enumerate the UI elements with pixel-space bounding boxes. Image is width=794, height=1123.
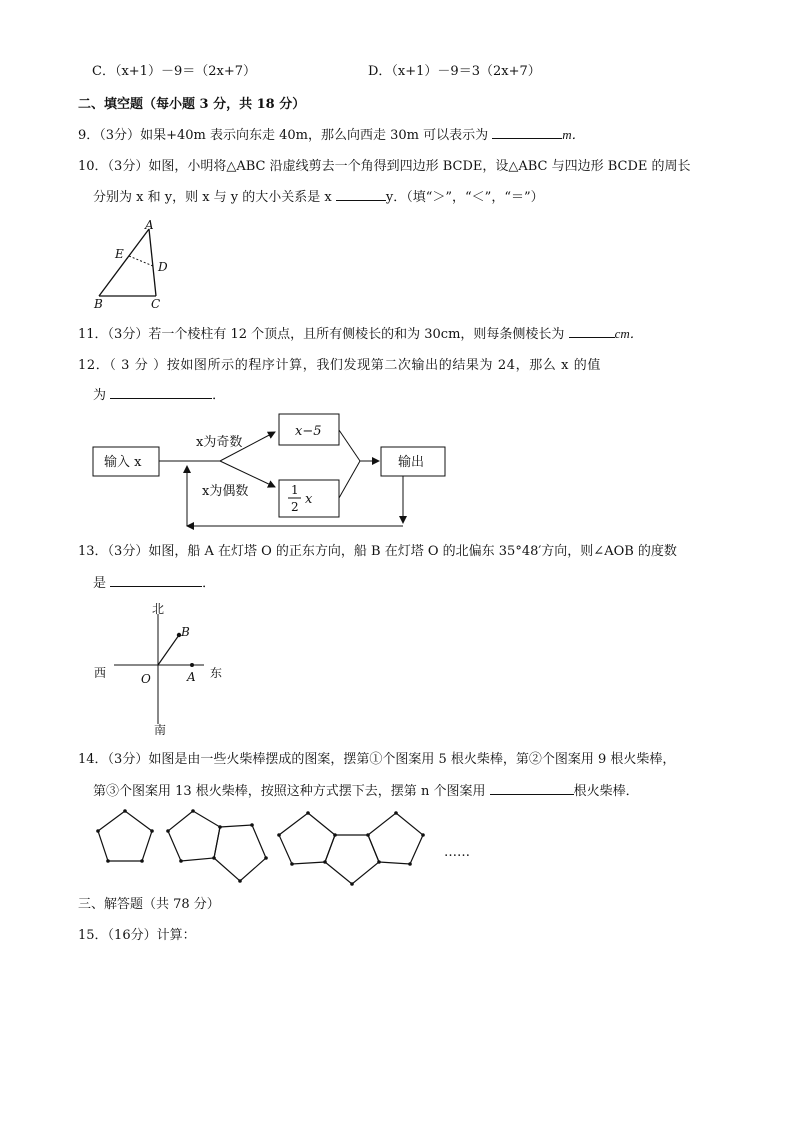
south-label: 南 bbox=[154, 723, 167, 737]
question-12-line2 bbox=[93, 386, 225, 405]
q15-score: （16分） bbox=[107, 928, 157, 943]
q9-unit: m． bbox=[562, 127, 585, 142]
label-e: E bbox=[115, 247, 124, 261]
q13-text-line2: 是 bbox=[93, 576, 107, 591]
half-numerator: 1 bbox=[291, 483, 299, 497]
q14-text-line2a: 第③个图案用 13 根火柴棒，按照这种方式摆下去，摆第 n 个图案用 bbox=[93, 784, 486, 799]
q10-answer-blank[interactable] bbox=[336, 188, 386, 201]
question-9 bbox=[78, 126, 585, 145]
q11-number: 11． bbox=[78, 327, 108, 342]
pentagon-pattern-2b bbox=[214, 825, 266, 881]
q11-score: （3分） bbox=[107, 327, 149, 342]
q9-answer-blank[interactable] bbox=[492, 126, 562, 139]
half-variable: x bbox=[305, 492, 313, 507]
origin-o-label: O bbox=[141, 672, 151, 686]
point-b-label: B bbox=[181, 625, 190, 639]
q12-tail: ． bbox=[212, 388, 226, 403]
north-label: 北 bbox=[152, 602, 165, 616]
q14-score: （3分） bbox=[107, 752, 149, 767]
q13-score: （3分） bbox=[107, 544, 149, 559]
compass-figure bbox=[90, 600, 240, 735]
q14-number: 14． bbox=[78, 752, 108, 767]
east-label: 东 bbox=[210, 666, 223, 680]
output-label: 输出 bbox=[398, 455, 425, 470]
odd-branch-label: x为奇数 bbox=[196, 435, 243, 450]
section-2-heading: 二、填空题（每小题 3 分，共 18 分） bbox=[78, 97, 306, 112]
q12-answer-blank[interactable] bbox=[110, 386, 212, 399]
question-12-line1 bbox=[78, 357, 601, 375]
q10-text-line2b: y．（填“＞”，“＜”，“＝”） bbox=[385, 190, 544, 205]
label-a: A bbox=[145, 218, 154, 232]
label-c: C bbox=[151, 297, 161, 311]
matchstick-patterns bbox=[90, 806, 490, 886]
pentagon-pattern-3c bbox=[368, 813, 423, 864]
q13-answer-blank[interactable] bbox=[110, 574, 202, 587]
question-14-line1 bbox=[78, 751, 675, 769]
pentagon-pattern-2a bbox=[168, 811, 220, 861]
q13-tail: ． bbox=[202, 576, 216, 591]
q11-text: 若一个棱柱有 12 个顶点，且所有侧棱长的和为 30cm，则每条侧棱长为 bbox=[148, 327, 565, 342]
pattern-ellipsis: …… bbox=[444, 845, 470, 860]
q12-text-line1: 按如图所示的程序计算，我们发现第二次输出的结果为 24，那么 x 的值 bbox=[166, 358, 601, 373]
q11-unit: cm． bbox=[614, 326, 643, 341]
question-13-line1 bbox=[78, 543, 677, 561]
question-15 bbox=[78, 927, 196, 945]
question-14-line2 bbox=[93, 782, 639, 801]
program-flowchart bbox=[92, 410, 452, 535]
q15-text: 计算： bbox=[156, 928, 196, 943]
q10-text-line2a: 分别为 x 和 y，则 x 与 y 的大小关系是 x bbox=[93, 190, 332, 205]
q9-number: 9． bbox=[78, 128, 100, 143]
q9-text: 如果+40m 表示向东走 40m，那么向西走 30m 可以表示为 bbox=[140, 128, 489, 143]
pentagon-pattern-1 bbox=[98, 811, 152, 861]
q14-text-line1: 如图是由一些火柴棒摆成的图案，摆第①个图案用 5 根火柴棒，第②个图案用 9 根火柴棒， bbox=[148, 752, 676, 767]
q14-text-line2b: 根火柴棒． bbox=[573, 784, 639, 799]
q14-answer-blank[interactable] bbox=[490, 782, 574, 795]
q12-text-line2: 为 bbox=[93, 388, 107, 403]
option-d: D．（x+1）－9＝3（2x+7） bbox=[368, 64, 541, 79]
half-denominator: 2 bbox=[291, 500, 299, 514]
q13-number: 13． bbox=[78, 544, 108, 559]
q10-score: （3分） bbox=[107, 159, 149, 174]
input-label: 输入 x bbox=[104, 455, 142, 470]
label-b: B bbox=[94, 297, 103, 311]
q12-number: 12． bbox=[78, 358, 110, 373]
question-10-line2 bbox=[93, 188, 544, 207]
q15-number: 15． bbox=[78, 928, 108, 943]
question-13-line2 bbox=[93, 574, 215, 593]
label-d: D bbox=[158, 260, 168, 274]
q11-answer-blank[interactable] bbox=[569, 325, 615, 338]
q13-text-line1: 如图，船 A 在灯塔 O 的正东方向，船 B 在灯塔 O 的北偏东 35°48′方向，则∠AOB 的度数 bbox=[148, 544, 677, 559]
q9-score: （3分） bbox=[99, 128, 141, 143]
q12-score: （ 3 分 ） bbox=[109, 358, 167, 373]
west-label: 西 bbox=[94, 666, 107, 680]
triangle-figure bbox=[85, 215, 185, 315]
point-a-label: A bbox=[187, 670, 196, 684]
option-c: C．（x+1）－9＝（2x+7） bbox=[92, 64, 256, 79]
q10-number: 10． bbox=[78, 159, 108, 174]
even-branch-label: x为偶数 bbox=[202, 484, 249, 499]
question-10-line1 bbox=[78, 158, 691, 176]
section-3-heading: 三、解答题（共 78 分） bbox=[78, 897, 220, 912]
minus-five-label: x−5 bbox=[295, 424, 322, 439]
question-11 bbox=[78, 325, 643, 344]
q10-text-line1: 如图，小明将△ABC 沿虚线剪去一个角得到四边形 BCDE，设△ABC 与四边形 BCDE 的周长 bbox=[148, 159, 691, 174]
